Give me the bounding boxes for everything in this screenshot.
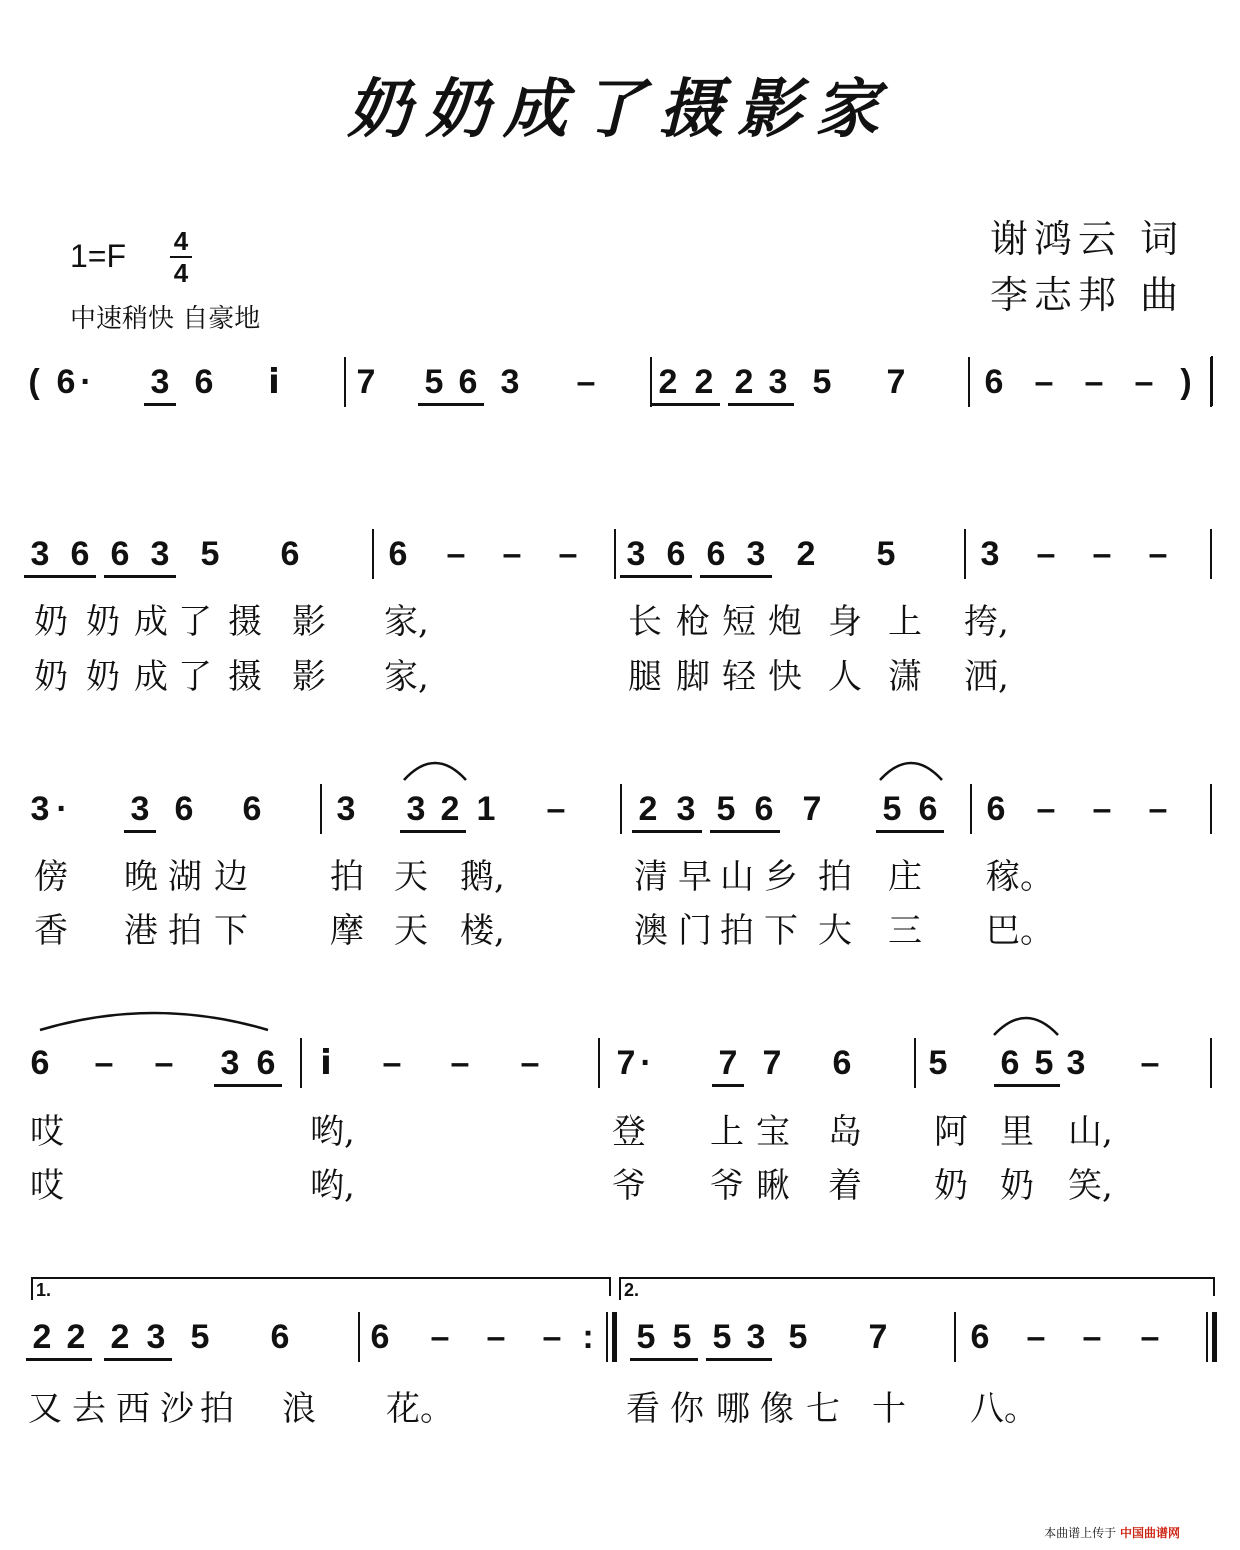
note: 6	[666, 535, 686, 573]
lyric-syllable: 鹅,	[460, 857, 505, 897]
lyric-syllable: 下	[214, 911, 248, 951]
note: 3	[130, 790, 150, 828]
song-title: 奶奶成了摄影家	[347, 72, 893, 147]
lyric-syllable: 奶	[934, 1166, 968, 1206]
note: 6	[280, 535, 300, 573]
lyric-syllable: 清	[634, 857, 668, 897]
note: 3	[626, 535, 646, 573]
note: 5	[928, 1044, 948, 1082]
note: 5	[672, 1318, 692, 1356]
note: –	[1134, 363, 1154, 401]
note: 2	[32, 1318, 52, 1356]
lyric-syllable: 人	[828, 657, 862, 697]
composer-credit: 李志邦 曲	[990, 273, 1185, 317]
lyric-syllable: 早	[678, 857, 712, 897]
lyric-syllable: 八。	[970, 1389, 1038, 1429]
note: 2	[638, 790, 658, 828]
lyric-syllable: 笑,	[1068, 1166, 1113, 1206]
lyric-syllable: 奶	[1000, 1166, 1034, 1206]
lyric-syllable: 爷	[612, 1166, 646, 1206]
note: 6	[242, 790, 262, 828]
footer-text: 本曲谱上传于	[1044, 1526, 1117, 1540]
lyric-syllable: 楼,	[460, 911, 505, 951]
note: 6	[110, 535, 130, 573]
lyric-syllable: 巴。	[986, 911, 1054, 951]
note: )	[1180, 363, 1192, 401]
lyric-syllable: 哟,	[310, 1112, 355, 1152]
note: –	[1034, 363, 1054, 401]
slur	[40, 1013, 268, 1030]
lyric-syllable: 上	[710, 1112, 744, 1152]
lyric-syllable: 里	[1000, 1112, 1034, 1152]
lyric-syllable: 哎	[30, 1166, 64, 1206]
lyric-syllable: 身	[828, 602, 862, 642]
note: 6	[918, 790, 938, 828]
note: 5	[1034, 1044, 1054, 1082]
note: 6	[194, 363, 214, 401]
lyric-syllable: 香	[34, 911, 68, 951]
lyric-syllable: 轻	[722, 657, 756, 697]
footer-site: 中国曲谱网	[1119, 1526, 1180, 1540]
lyric-syllable: 着	[828, 1166, 862, 1206]
note: 3	[746, 1318, 766, 1356]
lyric-syllable: 拍	[200, 1389, 234, 1429]
note: –	[1026, 1318, 1046, 1356]
lyric-syllable: 快	[768, 657, 802, 697]
lyric-syllable: 西	[116, 1389, 150, 1429]
lyric-syllable: 了	[178, 657, 212, 697]
lyric-syllable: 奶	[86, 657, 120, 697]
lyric-syllable: 摄	[228, 657, 262, 697]
note: 6	[458, 363, 478, 401]
note: 5	[876, 535, 896, 573]
note: –	[542, 1318, 562, 1356]
lyric-syllable: 哟,	[310, 1166, 355, 1206]
lyric-syllable: 像	[760, 1389, 794, 1429]
lyric-syllable: 傍	[34, 857, 68, 897]
lyric-syllable: 成	[134, 602, 168, 642]
note: 3	[746, 535, 766, 573]
note: 3	[676, 790, 696, 828]
note: 2	[110, 1318, 130, 1356]
note: i	[268, 362, 280, 402]
volta-1-label: 1.	[36, 1280, 52, 1300]
note: 3	[30, 535, 50, 573]
note: 3	[500, 363, 520, 401]
lyric-syllable: 下	[764, 911, 798, 951]
note: ·	[80, 363, 92, 401]
note: –	[558, 535, 578, 573]
note: i	[320, 1043, 332, 1083]
note: :	[582, 1318, 594, 1356]
lyric-syllable: 十	[872, 1389, 906, 1429]
lyric-syllable: 炮	[768, 602, 802, 642]
note: 5	[882, 790, 902, 828]
lyric-syllable: 澳	[634, 911, 668, 951]
note: 7	[886, 363, 906, 401]
lyric-syllable: 稼。	[986, 857, 1054, 897]
lyric-syllable: 你	[670, 1389, 704, 1429]
note: –	[382, 1044, 402, 1082]
note: –	[1036, 790, 1056, 828]
note: 6	[754, 790, 774, 828]
note: 6	[388, 535, 408, 573]
slur	[994, 1018, 1058, 1035]
lyric-syllable: 门	[678, 911, 712, 951]
lyric-syllable: 奶	[86, 602, 120, 642]
lyric-syllable: 乡	[764, 857, 798, 897]
note: 5	[200, 535, 220, 573]
lyric-syllable: 哎	[30, 1112, 64, 1152]
lyric-syllable: 港	[124, 911, 158, 951]
lyric-syllable: 长	[628, 602, 662, 642]
lyric-syllable: 家,	[384, 602, 429, 642]
lyric-syllable: 拍	[818, 857, 852, 897]
lyric-syllable: 又	[28, 1389, 62, 1429]
lyric-syllable: 家,	[384, 657, 429, 697]
tempo-marking: 中速稍快 自豪地	[70, 304, 261, 334]
volta-2-label: 2.	[624, 1280, 640, 1300]
note: 3	[336, 790, 356, 828]
lyric-syllable: 短	[722, 602, 756, 642]
note: 1	[476, 790, 496, 828]
lyric-syllable: 天	[394, 857, 428, 897]
note: –	[1148, 535, 1168, 573]
note: 3	[146, 1318, 166, 1356]
lyric-syllable: 阿	[934, 1112, 968, 1152]
lyric-syllable: 瞅	[756, 1166, 790, 1206]
lyric-syllable: 庄	[888, 857, 922, 897]
note: –	[1082, 1318, 1102, 1356]
note: 5	[424, 363, 444, 401]
note: 3	[406, 790, 426, 828]
lyric-syllable: 去	[72, 1389, 106, 1429]
lyric-syllable: 浪	[282, 1389, 316, 1429]
time-signature-top: 4	[173, 226, 189, 256]
note: 5	[636, 1318, 656, 1356]
note: 5	[190, 1318, 210, 1356]
note: 6	[984, 363, 1004, 401]
slur	[880, 763, 942, 780]
note: 6	[832, 1044, 852, 1082]
lyric-syllable: 影	[292, 657, 326, 697]
lyric-syllable: 洒,	[964, 657, 1009, 697]
volta-bracket	[32, 1278, 610, 1300]
lyric-syllable: 边	[214, 857, 248, 897]
lyric-syllable: 看	[626, 1389, 660, 1429]
note: –	[1148, 790, 1168, 828]
note: 3	[30, 790, 50, 828]
time-signature-bottom: 4	[173, 258, 189, 288]
note: 3	[150, 535, 170, 573]
lyric-syllable: 山	[720, 857, 754, 897]
note: 3	[1066, 1044, 1086, 1082]
note: 2	[440, 790, 460, 828]
note: –	[502, 535, 522, 573]
lyric-syllable: 三	[888, 911, 922, 951]
lyric-syllable: 拍	[330, 857, 364, 897]
note: (	[28, 363, 40, 401]
lyric-syllable: 成	[134, 657, 168, 697]
lyric-syllable: 拍	[168, 911, 202, 951]
note: –	[1036, 535, 1056, 573]
note: –	[546, 790, 566, 828]
note: 7	[762, 1044, 782, 1082]
lyric-syllable: 奶	[34, 657, 68, 697]
note: 6	[1000, 1044, 1020, 1082]
lyric-syllable: 晚	[124, 857, 158, 897]
note: –	[94, 1044, 114, 1082]
lyric-syllable: 岛	[828, 1112, 862, 1152]
note: –	[450, 1044, 470, 1082]
lyric-syllable: 七	[806, 1389, 840, 1429]
lyric-syllable: 上	[888, 602, 922, 642]
note: 2	[66, 1318, 86, 1356]
note: –	[154, 1044, 174, 1082]
lyric-syllable: 拍	[720, 911, 754, 951]
note: 6	[270, 1318, 290, 1356]
lyric-syllable: 脚	[676, 657, 710, 697]
note: 7	[616, 1044, 636, 1082]
note: 5	[812, 363, 832, 401]
lyric-syllable: 枪	[676, 602, 710, 642]
note: –	[486, 1318, 506, 1356]
lyric-syllable: 影	[292, 602, 326, 642]
note: 3	[980, 535, 1000, 573]
note: –	[1092, 790, 1112, 828]
lyric-syllable: 山,	[1068, 1112, 1113, 1152]
note: –	[430, 1318, 450, 1356]
lyric-syllable: 湖	[168, 857, 202, 897]
note: 5	[712, 1318, 732, 1356]
note: 7	[802, 790, 822, 828]
note: 3	[220, 1044, 240, 1082]
note: 6	[174, 790, 194, 828]
key-signature: 1=F	[70, 238, 127, 274]
note: 6	[970, 1318, 990, 1356]
note: 3	[768, 363, 788, 401]
lyricist-credit: 谢鸿云 词	[990, 217, 1185, 261]
note: ·	[56, 790, 68, 828]
note: ·	[640, 1044, 652, 1082]
note: 6	[986, 790, 1006, 828]
lyric-syllable: 沙	[160, 1389, 194, 1429]
volta-bracket	[620, 1278, 1214, 1300]
lyric-syllable: 腿	[628, 657, 662, 697]
note: 7	[718, 1044, 738, 1082]
note: –	[520, 1044, 540, 1082]
note: 3	[150, 363, 170, 401]
note: 5	[788, 1318, 808, 1356]
lyric-syllable: 潇	[888, 657, 922, 697]
lyric-syllable: 奶	[34, 602, 68, 642]
lyric-syllable: 摄	[228, 602, 262, 642]
lyric-syllable: 宝	[756, 1112, 790, 1152]
note: –	[1092, 535, 1112, 573]
lyric-syllable: 天	[394, 911, 428, 951]
note: 7	[356, 363, 376, 401]
lyric-syllable: 了	[178, 602, 212, 642]
note: –	[446, 535, 466, 573]
lyric-syllable: 爷	[710, 1166, 744, 1206]
note: –	[1140, 1044, 1160, 1082]
lyric-syllable: 哪	[716, 1389, 750, 1429]
note: 6	[706, 535, 726, 573]
note: 7	[868, 1318, 888, 1356]
footer	[1044, 1524, 1180, 1541]
note: 6	[56, 363, 76, 401]
note: 6	[30, 1044, 50, 1082]
note: 2	[796, 535, 816, 573]
note: –	[1084, 363, 1104, 401]
note: 6	[370, 1318, 390, 1356]
note: –	[1140, 1318, 1160, 1356]
note: 2	[694, 363, 714, 401]
note: 2	[734, 363, 754, 401]
note: 6	[256, 1044, 276, 1082]
lyric-syllable: 挎,	[964, 602, 1009, 642]
slur	[404, 763, 466, 780]
lyric-syllable: 花。	[386, 1389, 454, 1429]
lyric-syllable: 登	[612, 1112, 646, 1152]
note: –	[576, 363, 596, 401]
note: 5	[716, 790, 736, 828]
lyric-syllable: 摩	[330, 911, 364, 951]
note: 2	[658, 363, 678, 401]
lyric-syllable: 大	[818, 911, 852, 951]
note: 6	[70, 535, 90, 573]
